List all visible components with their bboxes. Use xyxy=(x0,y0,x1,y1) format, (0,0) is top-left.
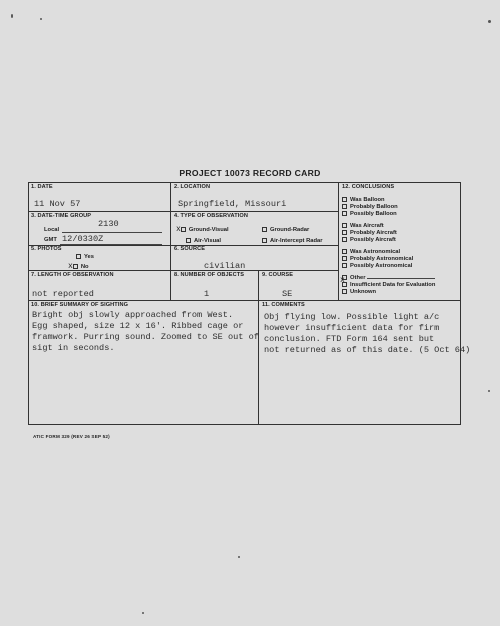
photos-label: 5. PHOTOS xyxy=(31,246,62,252)
conclusion-option xyxy=(342,289,376,296)
scan-speck xyxy=(11,14,13,18)
local-time-label: Local xyxy=(44,227,60,233)
checkbox-icon xyxy=(262,227,267,232)
brief-summary-label: 10. BRIEF SUMMARY OF SIGHTING xyxy=(31,302,129,308)
conclusion-label: Possibly Astronomical xyxy=(350,263,413,269)
conclusion-label: Was Balloon xyxy=(350,197,385,203)
air-intercept-radar-label: Air-Intercept Radar xyxy=(270,238,323,244)
checkbox-icon xyxy=(340,276,347,287)
comment-line: not returned as of this date. (5 Oct 64) xyxy=(264,345,471,355)
checkbox-icon xyxy=(342,197,347,202)
conclusions-list xyxy=(342,197,460,297)
number-of-objects-label: 8. NUMBER OF OBJECTS xyxy=(174,272,245,278)
source-value: civilian xyxy=(204,261,246,271)
photos-no-option xyxy=(68,262,89,271)
scan-speck xyxy=(488,20,491,23)
comments-label: 11. COMMENTS xyxy=(262,302,305,308)
scan-speck xyxy=(142,612,144,614)
checkbox-icon xyxy=(342,249,347,254)
number-of-objects-value: 1 xyxy=(204,289,210,299)
scan-speck xyxy=(238,556,240,558)
date-value: 11 Nov 57 xyxy=(34,199,81,209)
conclusion-label: Was Astronomical xyxy=(350,249,401,255)
form-number: ATIC FORM 329 (REV 26 SEP 52) xyxy=(33,434,110,439)
photos-no-label: No xyxy=(80,264,89,270)
conclusion-option xyxy=(342,197,385,204)
typed-x-mark: x xyxy=(176,225,181,234)
scan-speck xyxy=(40,18,42,20)
conclusion-label: Was Aircraft xyxy=(350,223,384,229)
conclusion-label: Probably Aircraft xyxy=(350,230,397,236)
checkbox-icon xyxy=(342,256,347,261)
conclusion-label: Probably Astronomical xyxy=(350,256,414,262)
comment-line: however insufficient data for firm xyxy=(264,323,440,333)
scan-speck xyxy=(488,390,490,392)
course-label: 9. COURSE xyxy=(262,272,294,278)
summary-line: Egg shaped, size 12 x 16'. Ribbed cage or xyxy=(32,321,244,331)
ground-visual-option xyxy=(176,225,229,234)
gmt-value: 12/0330Z xyxy=(62,234,104,244)
length-of-observation-value: not reported xyxy=(32,289,94,299)
ground-radar-option xyxy=(262,227,309,233)
air-visual-label: Air-Visual xyxy=(194,238,221,244)
conclusion-option xyxy=(342,263,412,270)
ground-visual-label: Ground-Visual xyxy=(188,227,229,233)
checkbox-icon xyxy=(342,263,347,268)
conclusion-label: Possibly Balloon xyxy=(350,211,397,217)
typed-x-mark: x xyxy=(68,262,73,271)
comment-line: Obj flying low. Possible light a/c xyxy=(264,312,440,322)
checkbox-icon xyxy=(342,223,347,228)
local-time-value: 2130 xyxy=(98,219,119,229)
course-value: SE xyxy=(282,289,293,299)
conclusion-label: Possibly Aircraft xyxy=(350,237,396,243)
summary-line: framwork. Purring sound. Zoomed to SE out of xyxy=(32,332,259,342)
checkbox-icon xyxy=(262,238,267,243)
checkbox-icon xyxy=(342,289,347,294)
typed-x-mark: x xyxy=(340,276,345,285)
conclusion-label: Insufficient Data for Evaluation xyxy=(350,282,436,288)
card-title: PROJECT 10073 RECORD CARD xyxy=(179,168,321,178)
checkbox-icon xyxy=(181,227,186,232)
photos-yes-option xyxy=(76,254,94,260)
conclusion-option xyxy=(342,249,400,256)
checkbox-icon xyxy=(342,237,347,242)
checkbox-icon xyxy=(342,211,347,216)
conclusion-label: Other xyxy=(350,275,366,281)
conclusion-label: Unknown xyxy=(350,289,377,295)
air-intercept-radar-option xyxy=(262,238,323,244)
ground-radar-label: Ground-Radar xyxy=(270,227,310,233)
conclusion-option xyxy=(342,204,398,211)
checkbox-icon xyxy=(186,238,191,243)
location-value: Springfield, Missouri xyxy=(178,199,287,209)
checkbox-icon xyxy=(342,230,347,235)
air-visual-option xyxy=(186,238,221,244)
summary-line: Bright obj slowly approached from West. xyxy=(32,310,234,320)
conclusion-option xyxy=(342,275,435,282)
brief-summary-text xyxy=(32,310,259,354)
photos-yes-label: Yes xyxy=(84,254,94,260)
conclusion-option xyxy=(342,237,396,244)
conclusion-option xyxy=(342,256,413,263)
conclusion-label: Probably Balloon xyxy=(350,204,398,210)
conclusion-option xyxy=(342,211,397,218)
location-label: 2. LOCATION xyxy=(174,184,211,190)
date-label: 1. DATE xyxy=(31,184,53,190)
summary-line: sigt in seconds. xyxy=(32,343,115,353)
conclusions-label: 12. CONCLUSIONS xyxy=(342,184,395,190)
comments-text xyxy=(264,312,470,356)
checkbox-icon xyxy=(73,264,78,269)
conclusion-option xyxy=(342,230,397,237)
comment-line: conclusion. FTD Form 164 sent but xyxy=(264,334,435,344)
checkbox-icon xyxy=(342,204,347,209)
date-time-group-label: 3. DATE-TIME GROUP xyxy=(31,213,92,219)
conclusion-option xyxy=(342,223,384,230)
source-label: 6. SOURCE xyxy=(174,246,206,252)
length-of-observation-label: 7. LENGTH OF OBSERVATION xyxy=(31,272,114,278)
gmt-label: GMT xyxy=(44,237,57,243)
type-of-observation-label: 4. TYPE OF OBSERVATION xyxy=(174,213,248,219)
checkbox-icon xyxy=(76,254,81,259)
